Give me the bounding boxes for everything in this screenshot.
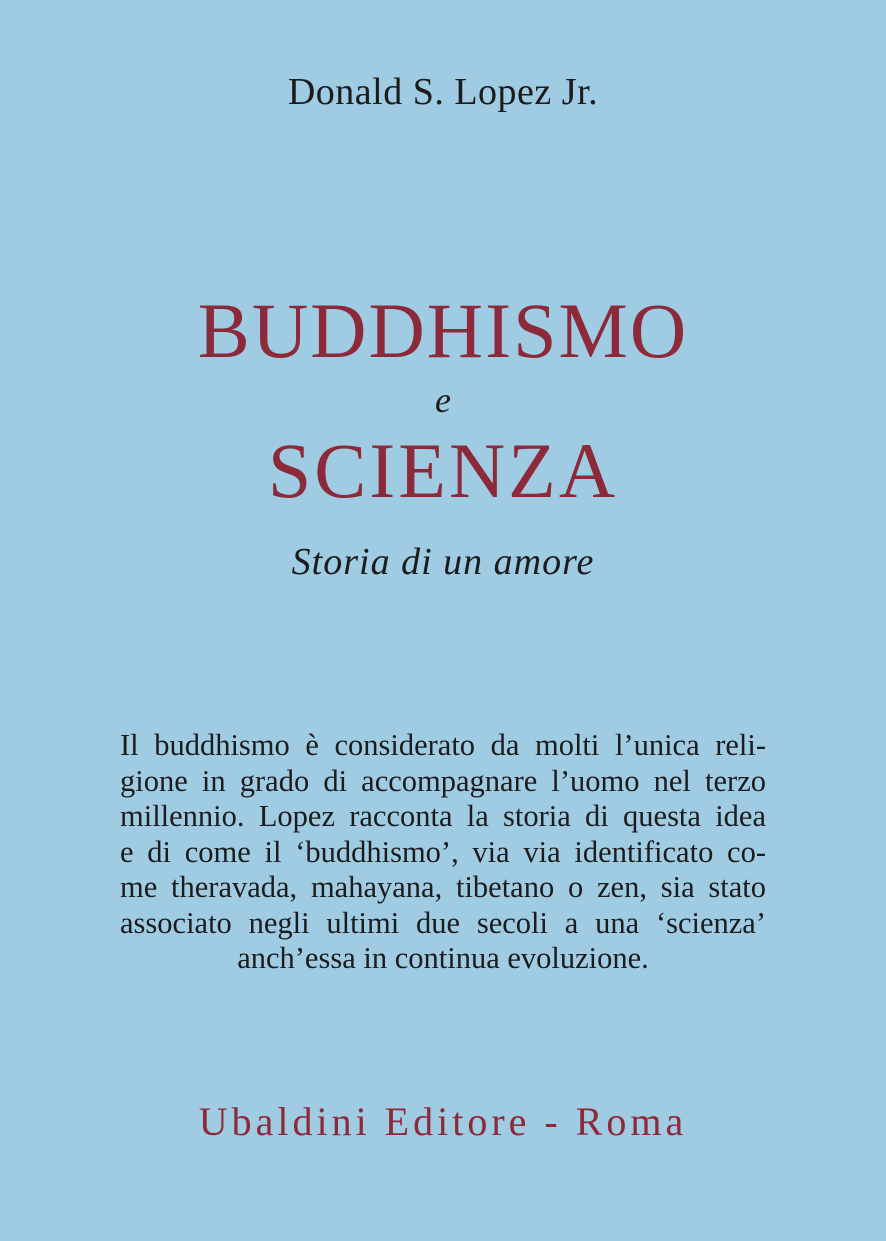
title-line-1: BUDDHISMO: [197, 287, 689, 374]
title-line-2: SCIENZA: [267, 427, 619, 514]
blurb-line: gione in grado di accompagnare l’uomo nel terzo: [120, 763, 766, 798]
blurb-line: associato negli ultimi due secoli a una ‘scienza’: [120, 905, 766, 940]
blurb-line: millennio. Lopez racconta la storia di questa idea: [120, 799, 766, 833]
title-conjunction: e: [435, 380, 451, 420]
blurb-text: [120, 728, 766, 977]
author-name: Donald S. Lopez Jr.: [287, 71, 599, 113]
blurb-line: e di come il ‘buddhismo’, via via identificato co-: [120, 834, 766, 869]
publisher: Ubaldini Editore - Roma: [198, 1099, 688, 1144]
blurb-line: anch’essa in continua evoluzione.: [237, 941, 649, 975]
subtitle: Storia di un amore: [291, 541, 595, 583]
blurb-line: me theravada, mahayana, tibetano o zen, sia stato: [120, 870, 766, 904]
blurb-line: Il buddhismo è considerato da molti l’unica reli-: [120, 728, 766, 762]
